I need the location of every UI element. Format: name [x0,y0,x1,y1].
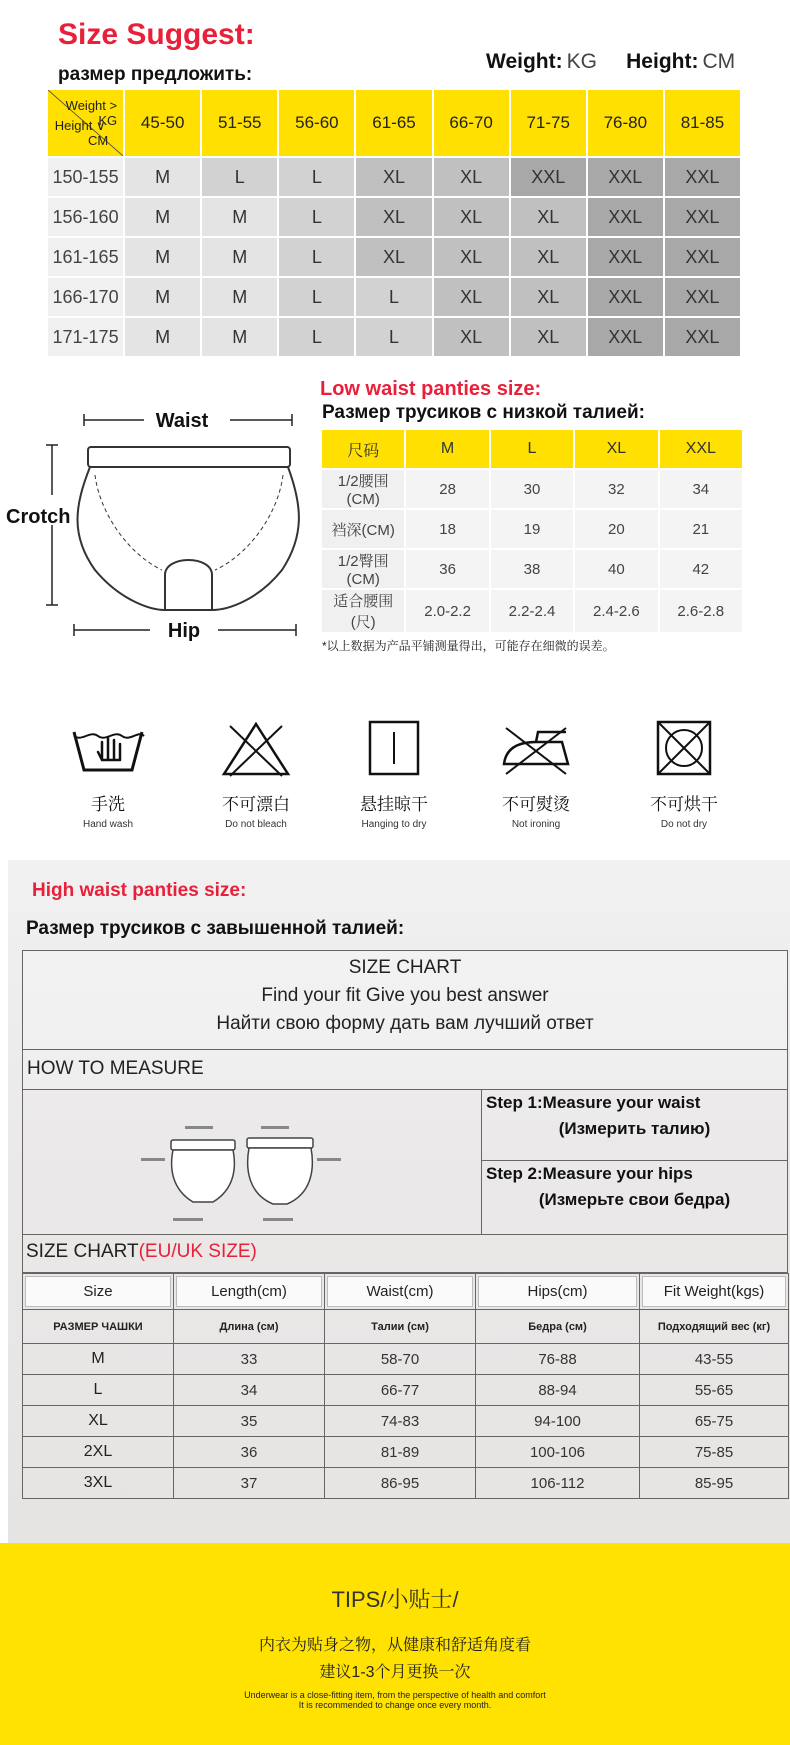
table-row [48,198,740,236]
table-row [23,1375,789,1406]
column-header: XXL [660,430,742,468]
weight-unit: KG [566,50,597,73]
size-suggest-table [46,88,742,358]
height-row-header: 161-165 [48,238,123,276]
step-2-text-ru: (Измерьте свои бедра) [538,1190,731,1209]
size-cell: M [125,238,200,276]
size-cell: XL [511,278,586,316]
table-cell: 94-100 [476,1406,640,1437]
column-header: XL [575,430,657,468]
table-cell: 86-95 [325,1468,476,1499]
height-row-header: 156-160 [48,198,123,236]
size-cell: L [279,278,354,316]
size-cell: XL [434,278,509,316]
table-cell: 2XL [23,1437,174,1468]
weight-col-header: 66-70 [434,90,509,156]
size-cell: M [202,278,277,316]
panties-outline [78,447,299,610]
weight-col-header: 45-50 [125,90,200,156]
table-row [322,590,742,632]
measure-step-2 [482,1161,788,1235]
table-cell: 88-94 [476,1375,640,1406]
table-cell: 32 [575,470,657,508]
weight-col-header: 51-55 [202,90,277,156]
column-header-ru: Талии (см) [325,1310,476,1344]
low-waist-header-row [322,430,742,468]
size-cell: XL [434,158,509,196]
tips-english: Underwear is a close-fitting item, from the perspective of health and comfort It is recommended to change once every month. [244,1690,546,1710]
table-cell: 42 [660,550,742,588]
measure-step-1 [482,1090,788,1161]
care-label-zh: 悬挂晾干 [360,795,428,814]
corner-height-label: Height ∨ CM [54,118,109,148]
care-no-tumble-dry [634,718,734,830]
care-label-zh: 不可烘干 [650,795,718,814]
measure-illustration [23,1090,483,1235]
table-cell: L [23,1375,174,1406]
measurement-note: *以上数据为产品平铺测量得出，可能存在细微的误差。 [322,639,615,653]
weight-col-header: 71-75 [511,90,586,156]
size-cell: M [202,198,277,236]
column-header-ru: Бедра (см) [476,1310,640,1344]
table-row [322,550,742,588]
tips-line-1: 内衣为贴身之物，从健康和舒适角度看 [258,1637,531,1654]
table-cell: 20 [575,510,657,548]
table-cell: 3XL [23,1468,174,1499]
size-cell: XXL [665,278,740,316]
size-cell: XXL [588,198,663,236]
hip-label: Hip [167,620,201,642]
size-cell: XXL [588,278,663,316]
high-waist-table [22,1273,789,1499]
table-cell: 66-77 [325,1375,476,1406]
care-hand-wash [58,718,158,830]
table-row [48,238,740,276]
row-label: 适合腰围(尺) [322,590,404,632]
table-row [23,1437,789,1468]
table-cell: 19 [491,510,573,548]
tips-line-2: 建议1-3个月更换一次 [319,1664,471,1681]
table-cell: 106-112 [476,1468,640,1499]
care-label-en: Hanging to dry [361,819,427,830]
size-cell: XL [511,318,586,356]
corner-weight-label: Weight > KG [65,98,118,128]
size-suggest-subtitle: размер предложить: [58,64,253,85]
size-cell: M [125,318,200,356]
care-no-iron [486,718,586,830]
table-cell: 43-55 [640,1344,789,1375]
step-1-text: Step 1:Measure your waist [486,1093,701,1112]
low-waist-title: Low waist panties size: [320,378,542,400]
table-cell: 85-95 [640,1468,789,1499]
size-cell: XL [434,238,509,276]
panties-measure-diagram [0,395,320,645]
size-cell: XXL [511,158,586,196]
size-cell: L [279,318,354,356]
corner-cell [48,90,123,156]
size-cell: XL [511,238,586,276]
table-row [23,1468,789,1499]
size-chart-tagline: Find your fit Give you best answer [261,985,549,1006]
table-cell: 18 [406,510,488,548]
table-cell: XL [23,1406,174,1437]
care-label-zh: 手洗 [91,795,125,814]
how-to-measure-heading: HOW TO MEASURE [22,1050,788,1090]
hang-dry-icon [354,718,434,778]
column-header: Fit Weight(kgs) [640,1274,789,1310]
size-cell: L [279,158,354,196]
size-cell: M [125,158,200,196]
measure-illustration-area [22,1090,482,1235]
care-label-en: Do not bleach [225,819,287,830]
waist-label: Waist [155,410,209,432]
table-cell: 35 [174,1406,325,1437]
size-cell: XXL [588,158,663,196]
high-waist-header-row [23,1274,789,1310]
size-cell: XXL [588,318,663,356]
size-cell: M [202,238,277,276]
column-header-ru: Подходящий вес (кг) [640,1310,789,1344]
size-cell: L [356,278,431,316]
table-cell: 65-75 [640,1406,789,1437]
column-header: 尺码 [322,430,404,468]
table-cell: 2.4-2.6 [575,590,657,632]
weight-col-header: 76-80 [588,90,663,156]
table-cell: 34 [174,1375,325,1406]
table-row [23,1344,789,1375]
no-tumble-dry-icon [644,718,724,778]
table-row [48,278,740,316]
table-cell: 38 [491,550,573,588]
hand-wash-icon [68,718,148,778]
table-cell: 81-89 [325,1437,476,1468]
step-1-text-ru: (Измерить талию) [558,1119,711,1138]
table-row [48,318,740,356]
tips-banner [0,1543,790,1745]
table-cell: 55-65 [640,1375,789,1406]
units-legend [486,50,735,74]
row-label: 1/2腰围(CM) [322,470,404,508]
size-cell: L [279,198,354,236]
column-header: Length(cm) [174,1274,325,1310]
table-cell: 2.2-2.4 [491,590,573,632]
low-waist-subtitle: Размер трусиков с низкой талией: [322,402,645,423]
size-cell: XL [434,198,509,236]
table-cell: 76-88 [476,1344,640,1375]
height-unit-label: Height: [626,50,699,73]
size-chart-tagline-ru: Найти свою форму дать вам лучший ответ [216,1013,594,1034]
high-waist-subtitle: Размер трусиков с завышенной талией: [26,918,405,939]
table-cell: 37 [174,1468,325,1499]
weight-unit-label: Weight: [486,50,563,73]
care-label-en: Hand wash [82,819,134,830]
table-cell: 40 [575,550,657,588]
size-cell: L [202,158,277,196]
size-chart-title: SIZE CHART [348,957,462,978]
table-row [322,510,742,548]
eu-size-chart-heading: SIZE CHART(EU/UK SIZE) [22,1235,788,1273]
size-cell: M [125,278,200,316]
size-cell: XXL [665,158,740,196]
size-cell: L [356,318,431,356]
high-waist-header-row-ru [23,1310,789,1344]
table-cell: 2.6-2.8 [660,590,742,632]
size-cell: XL [434,318,509,356]
table-cell: 75-85 [640,1437,789,1468]
crotch-label: Crotch [6,506,71,528]
size-suggest-title: Size Suggest: [58,18,255,51]
weight-col-header: 56-60 [279,90,354,156]
size-cell: XXL [665,198,740,236]
table-cell: 28 [406,470,488,508]
table-cell: 36 [406,550,488,588]
weight-header-row [48,90,740,156]
height-row-header: 171-175 [48,318,123,356]
table-row [23,1406,789,1437]
care-label-zh: 不可熨烫 [502,795,570,814]
row-label: 裆深(CM) [322,510,404,548]
table-cell: 100-106 [476,1437,640,1468]
care-label-zh: 不可漂白 [222,795,290,814]
size-cell: XXL [588,238,663,276]
care-label-en: Not ironing [511,819,561,830]
weight-col-header: 81-85 [665,90,740,156]
size-chart-header [22,950,788,1050]
size-cell: XL [356,158,431,196]
column-header: Hips(cm) [476,1274,640,1310]
height-row-header: 166-170 [48,278,123,316]
table-cell: 30 [491,470,573,508]
column-header: Size [23,1274,174,1310]
table-cell: 21 [660,510,742,548]
column-header: L [491,430,573,468]
care-hang-dry [344,718,444,830]
size-cell: XXL [665,238,740,276]
column-header-ru: Длина (см) [174,1310,325,1344]
care-label-en: Do not dry [660,819,708,830]
column-header-ru: РАЗМЕР ЧАШКИ [23,1310,174,1344]
table-cell: 33 [174,1344,325,1375]
size-cell: XL [511,198,586,236]
size-cell: XXL [665,318,740,356]
table-cell: 2.0-2.2 [406,590,488,632]
table-cell: 36 [174,1437,325,1468]
table-cell: 74-83 [325,1406,476,1437]
size-cell: XL [356,198,431,236]
table-row [48,158,740,196]
height-unit: CM [702,50,736,73]
low-waist-table [320,428,744,634]
high-waist-title: High waist panties size: [32,880,247,901]
size-cell: XL [356,238,431,276]
care-no-bleach [206,718,306,830]
table-cell: 58-70 [325,1344,476,1375]
table-cell: M [23,1344,174,1375]
no-bleach-icon [216,718,296,778]
row-label: 1/2臀围(CM) [322,550,404,588]
column-header: Waist(cm) [325,1274,476,1310]
table-cell: 34 [660,470,742,508]
size-cell: M [202,318,277,356]
column-header: M [406,430,488,468]
size-cell: M [125,198,200,236]
weight-col-header: 61-65 [356,90,431,156]
table-row [322,470,742,508]
step-2-text: Step 2:Measure your hips [486,1164,693,1183]
tips-title: TIPS/小贴士/ [331,1587,459,1612]
height-row-header: 150-155 [48,158,123,196]
no-iron-icon [496,718,576,778]
size-cell: L [279,238,354,276]
